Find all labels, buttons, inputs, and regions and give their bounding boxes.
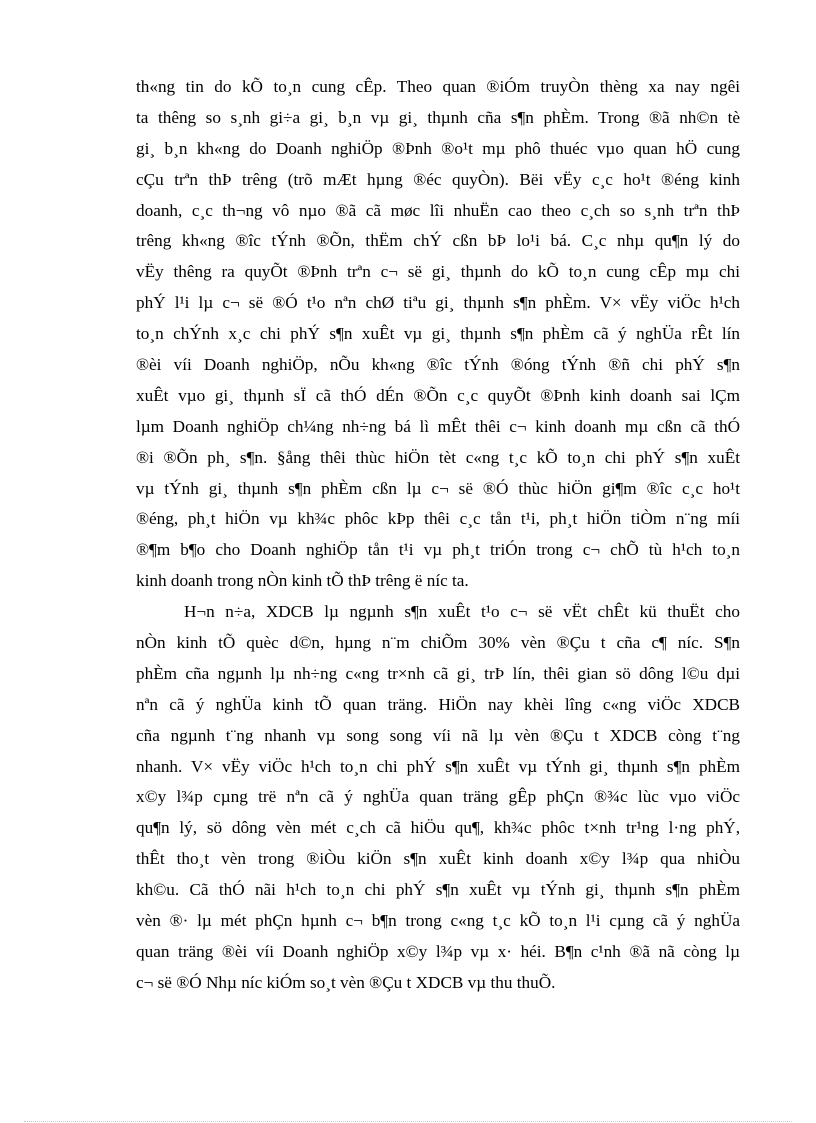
text-line: ®èi víi Doanh nghiÖp, nÕu kh«ng ®îc tÝnh ®óng tÝnh ®ñ chi phÝ s¶n xyxy=(136,355,740,375)
body-text xyxy=(136,72,740,999)
page-bottom-divider xyxy=(24,1121,792,1122)
text-line: nhanh. V× vËy viÖc h¹ch to¸n chi phÝ s¶n xuÊt vµ tÝnh gi¸ thµnh s¶n phÈm xyxy=(136,756,740,776)
text-line: ®éng, ph¸t hiÖn vµ kh¾c phôc kÞp thêi c¸c tån t¹i, ph¸t hiÖn tiÒm n¨ng míi xyxy=(136,509,740,529)
text-line: H¬n n÷a, XDCB lµ ngµnh s¶n xuÊt t¹o c¬ së vËt chÊt kü thuËt cho xyxy=(184,602,740,622)
text-line: gi¸ b¸n kh«ng do Doanh nghiÖp ®Þnh ®o¹t mµ phô thuéc vµo quan hÖ cung xyxy=(136,138,740,158)
text-line: trêng kh«ng ®îc tÝnh ®Õn, thËm chÝ cßn bÞ lo¹i bá. C¸c nhµ qu¶n lý do xyxy=(136,231,740,251)
text-line: quan träng ®èi víi Doanh nghiÖp x©y l¾p vµ x· héi. B¶n c¹nh ®ã nã còng lµ xyxy=(136,941,740,961)
text-line: kinh doanh trong nÒn kinh tÕ thÞ trêng ë níc ta. xyxy=(136,571,469,591)
text-line: thÊt tho¸t vèn trong ®iÒu kiÖn s¶n xuÊt kinh doanh x©y l¾p qua nhiÒu xyxy=(136,849,740,869)
text-line: phÈm cña ngµnh lµ nh÷ng c«ng tr×nh cã gi¸ trÞ lín, thêi gian sö dông l©u dµi xyxy=(136,663,740,683)
text-line: cÇu trªn thÞ trêng (trõ mÆt hµng ®éc quyÒn). Bëi vËy c¸c ho¹t ®éng kinh xyxy=(136,169,740,189)
text-line: nÒn kinh tÕ quèc d©n, hµng n¨m chiÕm 30% vèn ®Çu t cña c¶ níc. S¶n xyxy=(136,633,740,653)
text-line: ®¶m b¶o cho Doanh nghiÖp tån t¹i vµ ph¸t triÓn trong c¬ chÕ tù h¹ch to¸n xyxy=(136,540,740,560)
text-line: lµm Doanh nghiÖp ch¼ng nh÷ng bá lì mÊt thêi c¬ kinh doanh mµ cßn cã thÓ xyxy=(136,416,740,436)
paragraph xyxy=(136,597,740,999)
text-line: c¬ së ®Ó Nhµ níc kiÓm so¸t vèn ®Çu t XDCB vµ thu thuÕ. xyxy=(136,972,556,992)
text-line: phÝ l¹i lµ c¬ së ®Ó t¹o nªn chØ tiªu gi¸ thµnh s¶n phÈm. V× vËy viÖc h¹ch xyxy=(136,293,740,313)
text-line: xuÊt vµo gi¸ thµnh sÏ cã thÓ dÉn ®Õn c¸c quyÕt ®Þnh kinh doanh sai lÇm xyxy=(136,385,740,405)
text-line: vµ tÝnh gi¸ thµnh s¶n phÈm cßn lµ c¬ së ®Ó thùc hiÖn gi¶m ®îc c¸c ho¹t xyxy=(136,478,740,498)
text-line: ®i ®Õn ph¸ s¶n. §ång thêi thùc hiÖn tèt c«ng t¸c kÕ to¸n chi phÝ s¶n xuÊt xyxy=(136,447,740,467)
text-line: cña ngµnh t¨ng nhanh vµ song song víi nã lµ vèn ®Çu t XDCB còng t¨ng xyxy=(136,725,740,745)
text-line: kh©u. Cã thÓ nãi h¹ch to¸n chi phÝ s¶n xuÊt vµ tÝnh gi¸ thµnh s¶n phÈm xyxy=(136,880,740,900)
paragraph xyxy=(136,72,740,597)
text-line: th«ng tin do kÕ to¸n cung cÊp. Theo quan ®iÓm truyÒn thèng xa nay ngêi xyxy=(136,77,740,96)
text-line: ta thêng so s¸nh gi÷a gi¸ b¸n vµ gi¸ thµnh cña s¶n phÈm. Trong ®ã nh©n tè xyxy=(136,107,740,127)
text-line: x©y l¾p cµng trë nªn cã ý nghÜa quan träng gÊp phÇn ®¾c lùc vµo viÖc xyxy=(136,787,740,807)
text-line: to¸n chÝnh x¸c chi phÝ s¶n xuÊt vµ gi¸ thµnh s¶n phÈm cã ý nghÜa rÊt lín xyxy=(136,324,740,344)
text-line: qu¶n lý, sö dông vèn mét c¸ch cã hiÖu qu¶, kh¾c phôc t×nh tr¹ng l·ng phÝ, xyxy=(136,818,740,838)
text-line: nªn cã ý nghÜa kinh tÕ quan träng. HiÖn nay khèi lîng c«ng viÖc XDCB xyxy=(136,694,740,714)
text-line: vèn ®· lµ mét phÇn hµnh c¬ b¶n trong c«ng t¸c kÕ to¸n l¹i cµng cã ý nghÜa xyxy=(136,911,740,931)
text-line: vËy thêng ra quyÕt ®Þnh trªn c¬ së gi¸ thµnh do kÕ to¸n cung cÊp mµ chi xyxy=(136,262,740,282)
text-line: doanh, c¸c th¬ng vô nµo ®ã cã møc lîi nhuËn cao theo c¸ch so s¸nh trªn thÞ xyxy=(136,200,740,220)
